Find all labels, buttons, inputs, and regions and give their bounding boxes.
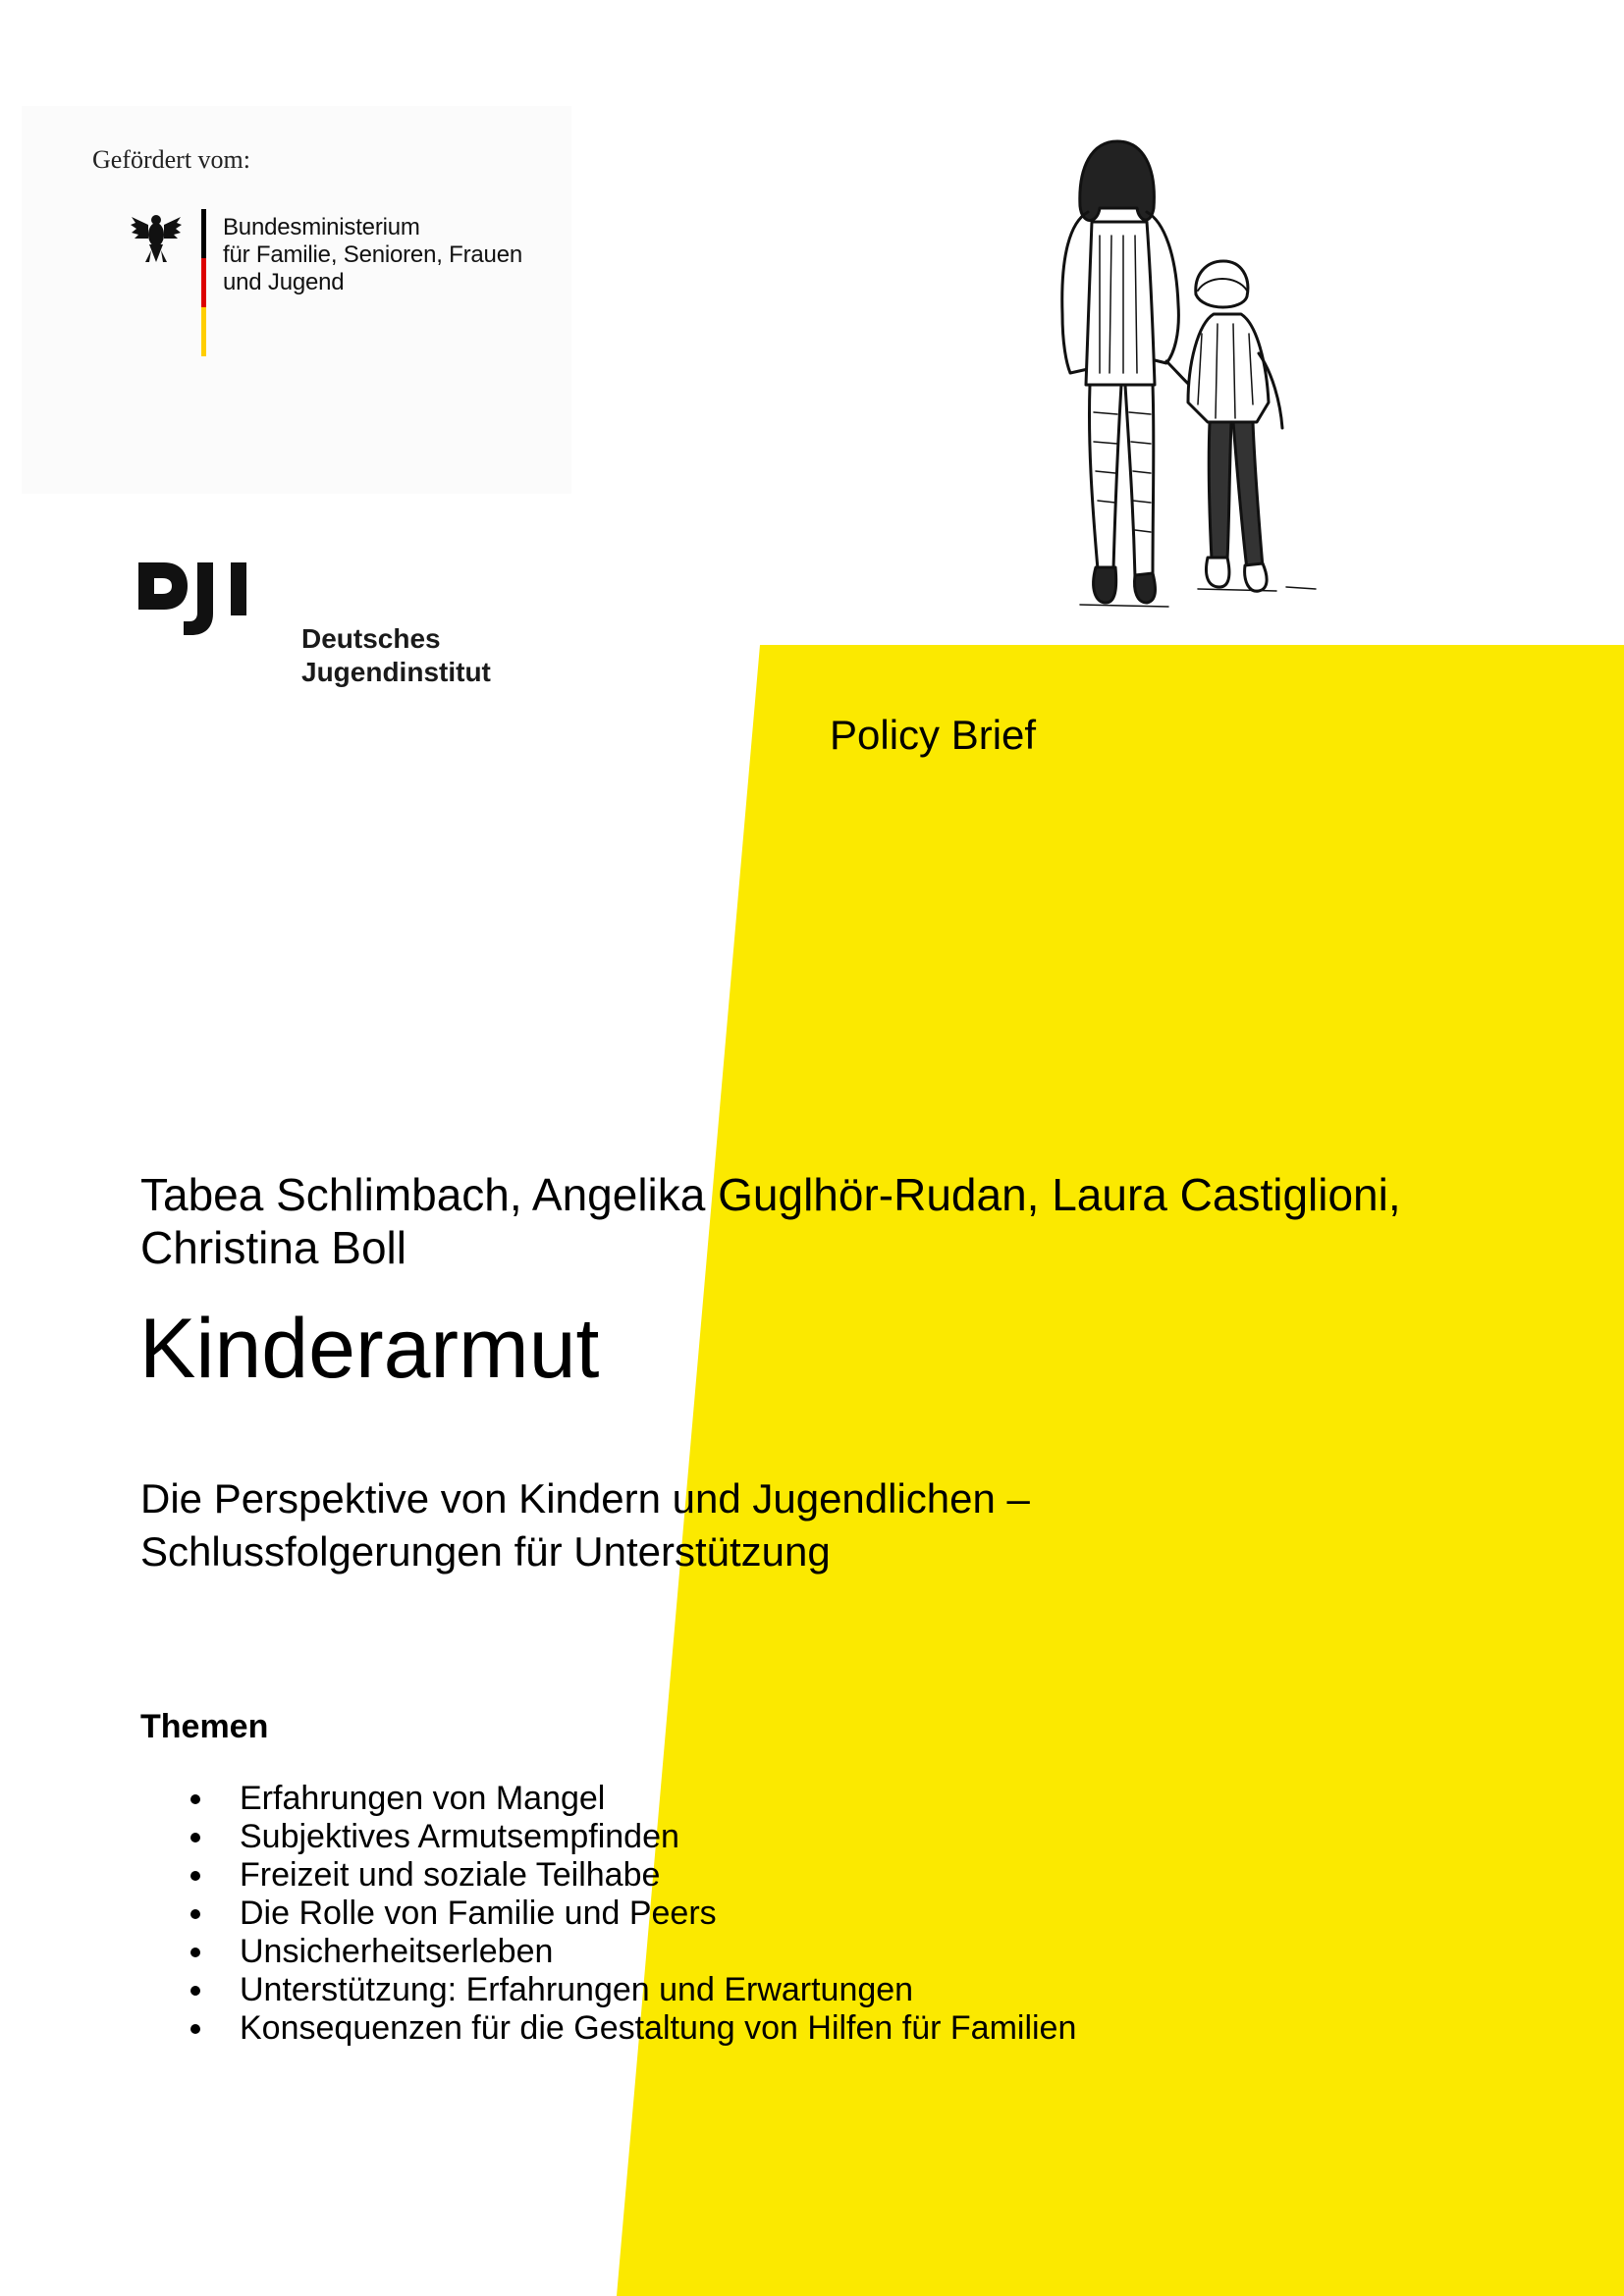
topics-list bbox=[190, 1780, 1076, 2048]
german-flag-bar bbox=[201, 209, 206, 356]
list-item: Freizeit und soziale Teilhabe bbox=[190, 1856, 1076, 1895]
funder-label: Gefördert vom: bbox=[92, 145, 251, 174]
list-item: Unterstützung: Erfahrungen und Erwartungen bbox=[190, 1971, 1076, 2009]
document-title: Kinderarmut bbox=[139, 1302, 600, 1396]
authors: Tabea Schlimbach, Angelika Guglhör-Rudan, Laura Castiglioni, Christina Boll bbox=[140, 1169, 1401, 1273]
list-item: Subjektives Armutsempfinden bbox=[190, 1818, 1076, 1856]
document-subtitle: Die Perspektive von Kindern und Jugendlichen – Schlussfolgerungen für Unterstützung bbox=[140, 1475, 1030, 1575]
federal-eagle-icon bbox=[130, 211, 183, 266]
topics-heading: Themen bbox=[140, 1708, 269, 1745]
list-item: Erfahrungen von Mangel bbox=[190, 1780, 1076, 1818]
ministry-name: Bundesministerium für Familie, Senioren, Frauen und Jugend bbox=[223, 214, 523, 295]
dji-logo bbox=[133, 555, 270, 648]
woman-and-child-illustration bbox=[1041, 128, 1375, 618]
document-type: Policy Brief bbox=[830, 712, 1037, 758]
list-item: Die Rolle von Familie und Peers bbox=[190, 1895, 1076, 1933]
list-item: Unsicherheitserleben bbox=[190, 1933, 1076, 1971]
dji-name: Deutsches Jugendinstitut bbox=[301, 623, 491, 687]
list-item: Konsequenzen für die Gestaltung von Hilfen für Familien bbox=[190, 2009, 1076, 2048]
